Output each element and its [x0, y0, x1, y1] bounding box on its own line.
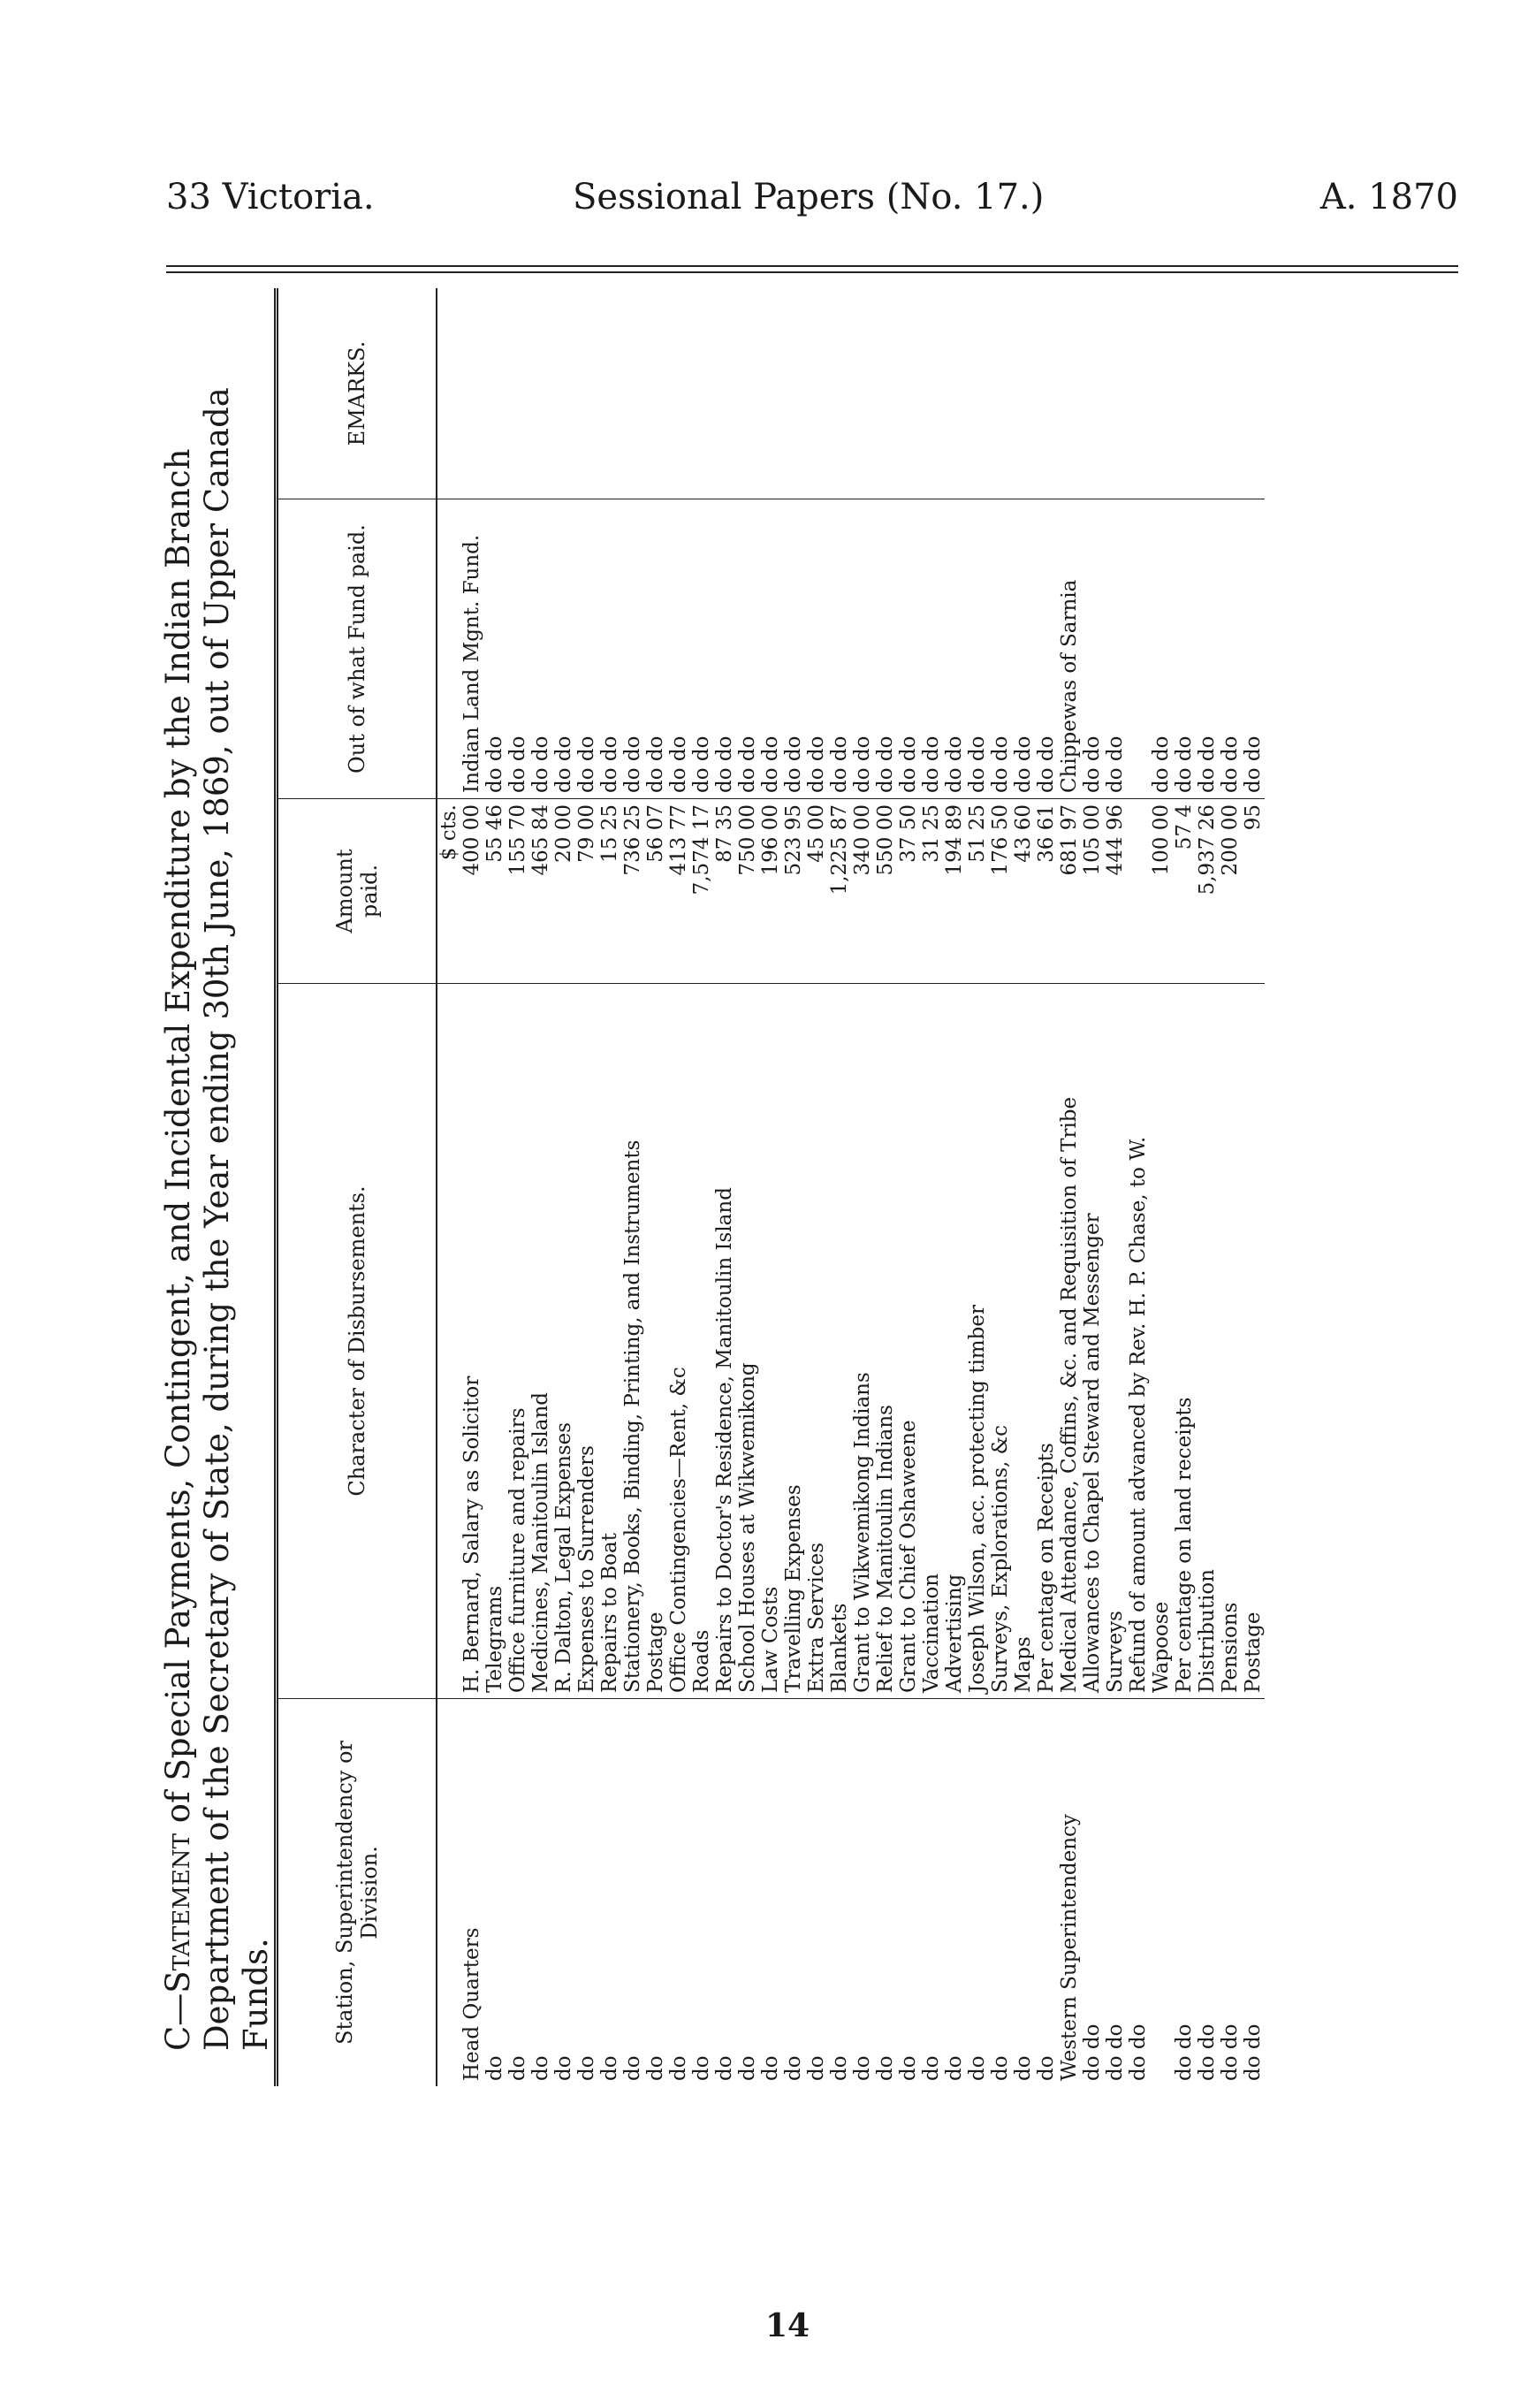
cell-amount: 176 50: [989, 799, 1012, 984]
cell-amount: 200 00: [1219, 799, 1242, 984]
cell-character: Wapoose: [1150, 984, 1173, 1699]
cell-amount: 105 00: [1081, 799, 1104, 984]
cell-remarks: [1104, 288, 1127, 499]
cell-character: R. Dalton, Legal Expenses: [552, 984, 575, 1699]
cell-fund: [1127, 499, 1150, 799]
table-row: [782, 288, 805, 2086]
cell-amount: 7,574 17: [690, 799, 713, 984]
table-row: [644, 288, 667, 2086]
cell-character: Joseph Wilson, acc. protecting timber: [966, 984, 989, 1699]
cell-character: Office furniture and repairs: [506, 984, 529, 1699]
cell-remarks: [713, 288, 736, 499]
cell-amount: 340 00: [851, 799, 874, 984]
table-row: [1150, 288, 1173, 2086]
cell-amount: 444 96: [1104, 799, 1127, 984]
cell-character: Refund of amount advanced by Rev. H. P. Chase, to W.: [1127, 984, 1150, 1699]
cell-station: do do: [1127, 2023, 1150, 2081]
cell-station: do: [828, 2055, 851, 2081]
cell-fund: do do: [1081, 499, 1104, 799]
cell-amount: 57 4: [1173, 799, 1196, 984]
table-row: [529, 288, 552, 2086]
cell-station: do: [874, 2055, 897, 2081]
header-amount-line1: Amount: [332, 849, 357, 933]
cell-fund: do do: [575, 499, 598, 799]
statement-title-rest: of Special Payments, Contingent, and Incidental Expenditure by the Indian Branch Department of the Secretary of State, during the Year ending 30th June, 1869, out of Upper Canada Funds.: [159, 387, 275, 2051]
cell-remarks: [989, 288, 1012, 499]
cell-character: Relief to Manitoulin Indians: [874, 984, 897, 1699]
table-row: [1196, 288, 1219, 2086]
cell-amount: 56 07: [644, 799, 667, 984]
table-row: [805, 288, 828, 2086]
units-spacer-fund: [437, 499, 460, 799]
cell-amount: 750 00: [736, 799, 759, 984]
table-row: [920, 288, 943, 2086]
cell-character: Office Contingencies—Rent, &c: [667, 984, 690, 1699]
cell-remarks: [506, 288, 529, 499]
cell-amount: 31 25: [920, 799, 943, 984]
rotated-statement: [159, 318, 1458, 2086]
cell-character: Medicines, Manitoulin Island: [529, 984, 552, 1699]
cell-remarks: [1150, 288, 1173, 499]
cell-remarks: [598, 288, 621, 499]
cell-remarks: [483, 288, 506, 499]
cell-amount: 194 89: [943, 799, 966, 984]
cell-fund: do do: [1219, 499, 1242, 799]
table-row: [1219, 288, 1242, 2086]
cell-amount: [1127, 799, 1150, 984]
table-row: [713, 288, 736, 2086]
cell-station: do do: [1196, 2023, 1219, 2081]
table-row: [483, 288, 506, 2086]
cell-remarks: [828, 288, 851, 499]
table-row: [1127, 288, 1150, 2086]
cell-fund: do do: [989, 499, 1012, 799]
cell-character: Postage: [1242, 984, 1265, 1699]
statement-title-prefix: C—: [159, 1993, 197, 2051]
header-rule-bottom: [166, 271, 1458, 273]
cell-remarks: [575, 288, 598, 499]
cell-amount: 15 25: [598, 799, 621, 984]
table-row: [943, 288, 966, 2086]
cell-remarks: [1012, 288, 1035, 499]
table-row: [575, 288, 598, 2086]
table-body: [437, 288, 1265, 2086]
table-row: [1012, 288, 1035, 2086]
cell-character: Advertising: [943, 984, 966, 1699]
table-row: [460, 288, 483, 2086]
cell-remarks: [1173, 288, 1196, 499]
cell-station: do: [943, 2055, 966, 2081]
cell-amount: 1,225 87: [828, 799, 851, 984]
cell-fund: do do: [713, 499, 736, 799]
cell-fund: do do: [621, 499, 644, 799]
cell-character: Vaccination: [920, 984, 943, 1699]
cell-remarks: [943, 288, 966, 499]
table-row: [667, 288, 690, 2086]
cell-remarks: [529, 288, 552, 499]
cell-fund: Chippewas of Sarnia: [1058, 499, 1081, 799]
cell-station: do: [621, 2055, 644, 2081]
cell-station: do do: [1219, 2023, 1242, 2081]
cell-station: do: [644, 2055, 667, 2081]
table-row: [851, 288, 874, 2086]
cell-remarks: [460, 288, 483, 499]
cell-remarks: [805, 288, 828, 499]
table-row: [552, 288, 575, 2086]
cell-fund: do do: [667, 499, 690, 799]
cell-amount: 87 35: [713, 799, 736, 984]
header-character: Character of Disbursements.: [277, 984, 437, 1699]
header-fund: Out of what Fund paid.: [277, 499, 437, 799]
cell-fund: do do: [598, 499, 621, 799]
cell-station: do: [552, 2055, 575, 2081]
cell-amount: 400 00: [460, 799, 483, 984]
cell-amount: 20 00: [552, 799, 575, 984]
statement-title: [159, 345, 276, 2051]
table-row: [736, 288, 759, 2086]
table-row: [1035, 288, 1058, 2086]
session-label: 33 Victoria.: [166, 177, 375, 217]
cell-remarks: [897, 288, 920, 499]
cell-fund: do do: [1104, 499, 1127, 799]
cell-fund: do do: [552, 499, 575, 799]
cell-station: do: [529, 2055, 552, 2081]
cell-character: Distribution: [1196, 984, 1219, 1699]
cell-amount: 736 25: [621, 799, 644, 984]
cell-fund: do do: [805, 499, 828, 799]
cell-remarks: [667, 288, 690, 499]
page-header: [166, 177, 1458, 230]
header-station: Station, Superintendency or Division.: [277, 1699, 437, 2087]
units-row: [437, 288, 460, 2086]
cell-fund: do do: [483, 499, 506, 799]
cell-fund: do do: [920, 499, 943, 799]
cell-remarks: [644, 288, 667, 499]
cell-character: Stationery, Books, Binding, Printing, and Instruments: [621, 984, 644, 1699]
cell-station: do: [598, 2055, 621, 2081]
table-header-row: [277, 288, 437, 2086]
cell-fund: do do: [759, 499, 782, 799]
cell-station: Western Superintendency: [1058, 1814, 1081, 2081]
cell-amount: 43 60: [1012, 799, 1035, 984]
cell-amount: 523 95: [782, 799, 805, 984]
table-row: [966, 288, 989, 2086]
cell-station: do: [897, 2055, 920, 2081]
cell-remarks: [966, 288, 989, 499]
cell-amount: 465 84: [529, 799, 552, 984]
cell-character: Grant to Chief Oshaweene: [897, 984, 920, 1699]
units-spacer-character: [437, 984, 460, 1699]
cell-character: Surveys, Explorations, &c: [989, 984, 1012, 1699]
cell-fund: do do: [874, 499, 897, 799]
cell-amount: 5,937 26: [1196, 799, 1219, 984]
cell-station: do: [690, 2055, 713, 2081]
table-row: [1058, 288, 1081, 2086]
cell-fund: do do: [1242, 499, 1265, 799]
cell-character: Per centage on land receipts: [1173, 984, 1196, 1699]
cell-station: do: [805, 2055, 828, 2081]
page-number: 14: [765, 2307, 810, 2344]
cell-remarks: [874, 288, 897, 499]
cell-fund: do do: [529, 499, 552, 799]
table-row: [874, 288, 897, 2086]
cell-character: Repairs to Doctor's Residence, Manitoulin Island: [713, 984, 736, 1699]
cell-fund: Indian Land Mgnt. Fund.: [460, 499, 483, 799]
cell-character: School Houses at Wikwemikong: [736, 984, 759, 1699]
header-amount: [277, 799, 437, 984]
cell-fund: do do: [1173, 499, 1196, 799]
cell-amount: 79 00: [575, 799, 598, 984]
cell-station: do: [736, 2055, 759, 2081]
cell-fund: do do: [897, 499, 920, 799]
cell-station: do: [782, 2055, 805, 2081]
cell-remarks: [552, 288, 575, 499]
cell-amount: 45 00: [805, 799, 828, 984]
cell-character: Blankets: [828, 984, 851, 1699]
cell-amount: 37 50: [897, 799, 920, 984]
cell-remarks: [851, 288, 874, 499]
cell-character: Expenses to Surrenders: [575, 984, 598, 1699]
header-remarks: EMARKS.: [277, 288, 437, 499]
cell-station: do: [506, 2055, 529, 2081]
table-row: [1242, 288, 1265, 2086]
cell-amount: 51 25: [966, 799, 989, 984]
cell-amount: 550 00: [874, 799, 897, 984]
cell-station: Head Quarters: [460, 1927, 483, 2081]
cell-character: Extra Services: [805, 984, 828, 1699]
cell-remarks: [1196, 288, 1219, 499]
cell-remarks: [1035, 288, 1058, 499]
cell-fund: do do: [1196, 499, 1219, 799]
table-row: [759, 288, 782, 2086]
cell-fund: do do: [736, 499, 759, 799]
cell-fund: do do: [782, 499, 805, 799]
year-label: A. 1870: [1319, 177, 1458, 217]
table-row: [621, 288, 644, 2086]
cell-amount: 95: [1242, 799, 1265, 984]
cell-amount: 55 46: [483, 799, 506, 984]
cell-remarks: [920, 288, 943, 499]
cell-station: do: [920, 2055, 943, 2081]
disbursement-table: [274, 288, 1265, 2086]
cell-station: do: [1035, 2055, 1058, 2081]
cell-amount: 681 97: [1058, 799, 1081, 984]
cell-fund: do do: [851, 499, 874, 799]
cell-remarks: [1081, 288, 1104, 499]
table-row: [690, 288, 713, 2086]
cell-character: Postage: [644, 984, 667, 1699]
cell-character: Per centage on Receipts: [1035, 984, 1058, 1699]
header-amount-line2: paid.: [357, 864, 382, 918]
cell-station: do do: [1242, 2023, 1265, 2081]
cell-remarks: [1127, 288, 1150, 499]
cell-station: do do: [1104, 2023, 1127, 2081]
sessional-papers-label: Sessional Papers (No. 17.): [573, 177, 1045, 217]
units-spacer-station: [437, 1699, 460, 2087]
cell-character: Roads: [690, 984, 713, 1699]
cell-remarks: [690, 288, 713, 499]
disbursement-table-wrap: [274, 327, 1441, 2086]
cell-remarks: [1242, 288, 1265, 499]
cell-fund: do do: [828, 499, 851, 799]
cell-character: H. Bernard, Salary as Solicitor: [460, 984, 483, 1699]
cell-amount: 36 61: [1035, 799, 1058, 984]
cell-character: Law Costs: [759, 984, 782, 1699]
cell-remarks: [621, 288, 644, 499]
cell-station: do: [1012, 2055, 1035, 2081]
table-row: [1173, 288, 1196, 2086]
statement-title-smallcaps: Statement: [159, 1833, 197, 1993]
table-row: [1104, 288, 1127, 2086]
cell-remarks: [736, 288, 759, 499]
table-row: [989, 288, 1012, 2086]
cell-amount: 196 00: [759, 799, 782, 984]
units-spacer-remarks: [437, 288, 460, 499]
cell-fund: do do: [644, 499, 667, 799]
cell-fund: do do: [1150, 499, 1173, 799]
cell-character: Pensions: [1219, 984, 1242, 1699]
cell-character: Surveys: [1104, 984, 1127, 1699]
cell-station: do: [759, 2055, 782, 2081]
cell-fund: do do: [1035, 499, 1058, 799]
table-row: [1081, 288, 1104, 2086]
cell-character: Repairs to Boat: [598, 984, 621, 1699]
cell-fund: do do: [1012, 499, 1035, 799]
cell-station: [1150, 1699, 1173, 2087]
cell-remarks: [782, 288, 805, 499]
cell-station: do do: [1081, 2023, 1104, 2081]
cell-character: Maps: [1012, 984, 1035, 1699]
cell-station: do do: [1173, 2023, 1196, 2081]
header-rule-top: [166, 265, 1458, 267]
cell-fund: do do: [690, 499, 713, 799]
cell-character: Medical Attendance, Coffins, &c. and Requisition of Tribe: [1058, 984, 1081, 1699]
cell-amount: 413 77: [667, 799, 690, 984]
table-row: [506, 288, 529, 2086]
cell-station: do: [966, 2055, 989, 2081]
cell-station: do: [575, 2055, 598, 2081]
cell-station: do: [667, 2055, 690, 2081]
cell-character: Telegrams: [483, 984, 506, 1699]
cell-remarks: [1219, 288, 1242, 499]
cell-station: do: [989, 2055, 1012, 2081]
cell-character: Travelling Expenses: [782, 984, 805, 1699]
cell-remarks: [759, 288, 782, 499]
cell-amount: 100 00: [1150, 799, 1173, 984]
cell-remarks: [1058, 288, 1081, 499]
cell-character: Grant to Wikwemikong Indians: [851, 984, 874, 1699]
cell-station: do: [713, 2055, 736, 2081]
cell-station: do: [851, 2055, 874, 2081]
cell-amount: 155 70: [506, 799, 529, 984]
cell-fund: do do: [966, 499, 989, 799]
units-label: $ cts.: [437, 799, 460, 984]
cell-station: do: [483, 2055, 506, 2081]
cell-fund: do do: [943, 499, 966, 799]
table-row: [598, 288, 621, 2086]
cell-character: Allowances to Chapel Steward and Messenger: [1081, 984, 1104, 1699]
table-row: [828, 288, 851, 2086]
table-row: [897, 288, 920, 2086]
cell-fund: do do: [506, 499, 529, 799]
